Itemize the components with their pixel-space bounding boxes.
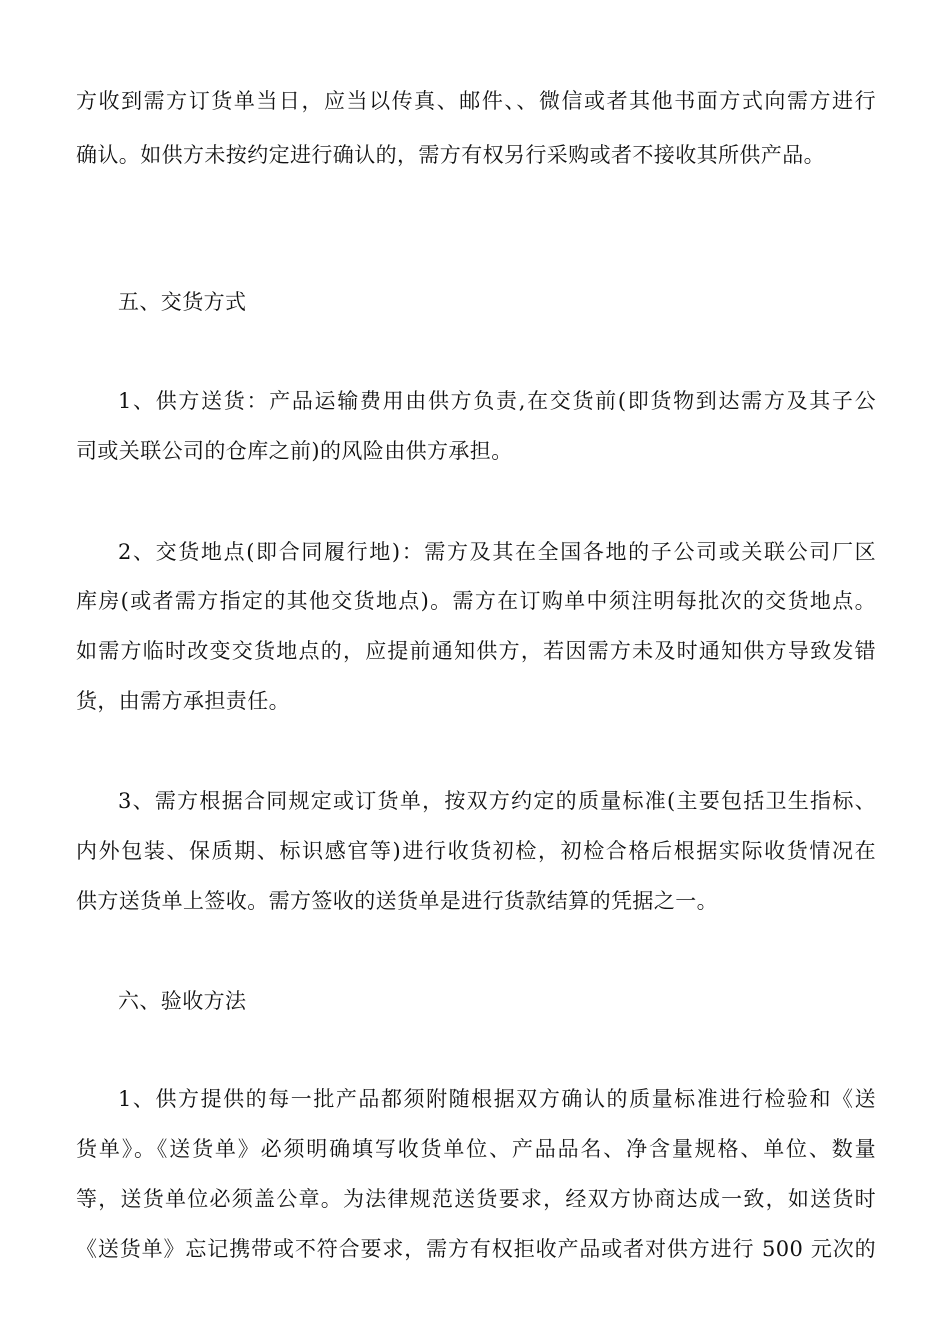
paragraph-line: 等，送货单位必须盖公章。为法律规范送货要求，经双方协商达成一致，如送货时 — [76, 1187, 876, 1211]
paragraph-line: 内外包装、保质期、标识感官等)进行收货初检，初检合格后根据实际收货情况在 — [76, 839, 876, 863]
paragraph-line: 司或关联公司的仓库之前)的风险由供方承担。 — [76, 439, 513, 463]
paragraph-line: 如需方临时改变交货地点的，应提前通知供方，若因需方未及时通知供方导致发错 — [76, 639, 876, 663]
paragraph-line: 3、需方根据合同规定或订货单，按双方约定的质量标准(主要包括卫生指标、 — [118, 789, 876, 813]
paragraph-line: 确认。如供方未按约定进行确认的，需方有权另行采购或者不接收其所供产品。 — [76, 143, 825, 167]
paragraph-line: 2、交货地点(即合同履行地)：需方及其在全国各地的子公司或关联公司厂区 — [118, 540, 876, 564]
paragraph-line: 货，由需方承担责任。 — [76, 689, 290, 713]
paragraph-line: 供方送货单上签收。需方签收的送货单是进行货款结算的凭据之一。 — [76, 889, 718, 913]
paragraph-line: 库房(或者需方指定的其他交货地点)。需方在订购单中须注明每批次的交货地点。 — [76, 589, 876, 613]
section-heading: 六、验收方法 — [118, 989, 247, 1013]
section-heading: 五、交货方式 — [118, 290, 247, 314]
paragraph-line: 方收到需方订货单当日，应当以传真、邮件、、微信或者其他书面方式向需方进行 — [76, 89, 876, 113]
paragraph-line: 货单》。《送货单》必须明确填写收货单位、产品品名、净含量规格、单位、数量 — [76, 1137, 876, 1161]
paragraph-line: 1、供方送货：产品运输费用由供方负责,在交货前(即货物到达需方及其子公 — [118, 389, 876, 413]
paragraph-line: 《送货单》忘记携带或不符合要求，需方有权拒收产品或者对供方进行 500 元次的 — [76, 1237, 876, 1261]
paragraph-line: 1、供方提供的每一批产品都须附随根据双方确认的质量标准进行检验和《送 — [118, 1087, 876, 1111]
